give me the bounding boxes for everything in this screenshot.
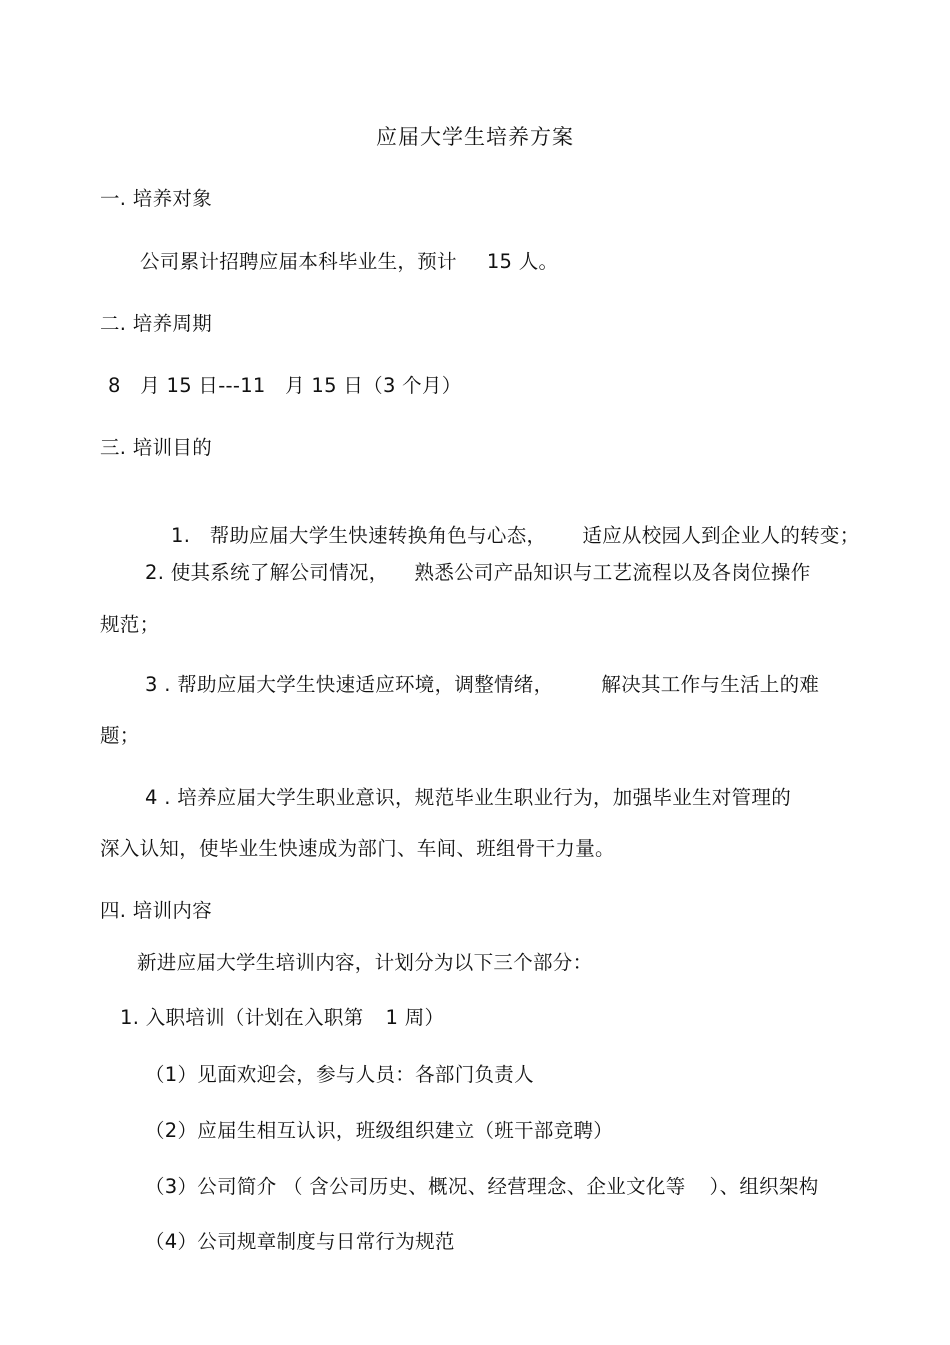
onboarding-item-3-text-a: （3）公司简介 （ 含公司历史、概况、经营理念、企业文化等: [145, 1175, 686, 1198]
onboarding-item-4: （4）公司规章制度与日常行为规范: [145, 1230, 455, 1253]
section-1-text-a: 公司累计招聘应届本科毕业生，预计: [140, 250, 457, 273]
purpose-item-3-text-a: 3 . 帮助应届大学生快速适应环境，调整情绪，: [145, 673, 554, 696]
section-2-paragraph: 8 月 15 日---11 月 15 日（3 个月）: [108, 374, 462, 397]
onboarding-heading-text-b: 1 周）: [385, 1006, 445, 1029]
purpose-item-3-cont: 题；: [100, 724, 140, 747]
purpose-item-3-text-b: 解决其工作与生活上的难: [601, 673, 820, 696]
section-heading-3: 三. 培训目的: [100, 436, 212, 459]
onboarding-item-3: [145, 1174, 819, 1200]
onboarding-item-2: （2）应届生相互认识，班级组织建立（班干部竞聘）: [145, 1119, 614, 1142]
purpose-item-1-text-b: 适应从校园人到企业人的转变；: [582, 524, 860, 547]
purpose-item-2-text-b: 熟悉公司产品知识与工艺流程以及各岗位操作: [414, 561, 811, 584]
purpose-item-4: 4 . 培养应届大学生职业意识，规范毕业生职业行为，加强毕业生对管理的: [145, 786, 792, 809]
onboarding-heading: [120, 1005, 444, 1031]
purpose-item-3: [145, 672, 819, 698]
purpose-item-2-text-a: 2. 使其系统了解公司情况，: [145, 561, 389, 584]
section-1-paragraph: [140, 249, 558, 275]
purpose-item-2-cont: 规范；: [100, 613, 160, 636]
document-title: 应届大学生培养方案: [376, 125, 574, 149]
section-heading-2: 二. 培养周期: [100, 312, 212, 335]
purpose-item-4-cont: 深入认知，使毕业生快速成为部门、车间、班组骨干力量。: [100, 837, 615, 860]
onboarding-item-3-text-b: ）、组织架构: [709, 1175, 819, 1198]
section-4-intro: 新进应届大学生培训内容，计划分为以下三个部分：: [137, 951, 593, 974]
purpose-item-1-text-a: 1. 帮助应届大学生快速转换角色与心态，: [171, 524, 547, 547]
section-heading-4: 四. 培训内容: [100, 899, 212, 922]
purpose-item-2: [145, 560, 811, 586]
onboarding-heading-text-a: 1. 入职培训（计划在入职第: [120, 1006, 364, 1029]
section-heading-1: 一. 培养对象: [100, 187, 212, 210]
onboarding-item-1: （1）见面欢迎会，参与人员：各部门负责人: [145, 1063, 534, 1086]
section-1-text-b: 15 人。: [486, 250, 559, 273]
